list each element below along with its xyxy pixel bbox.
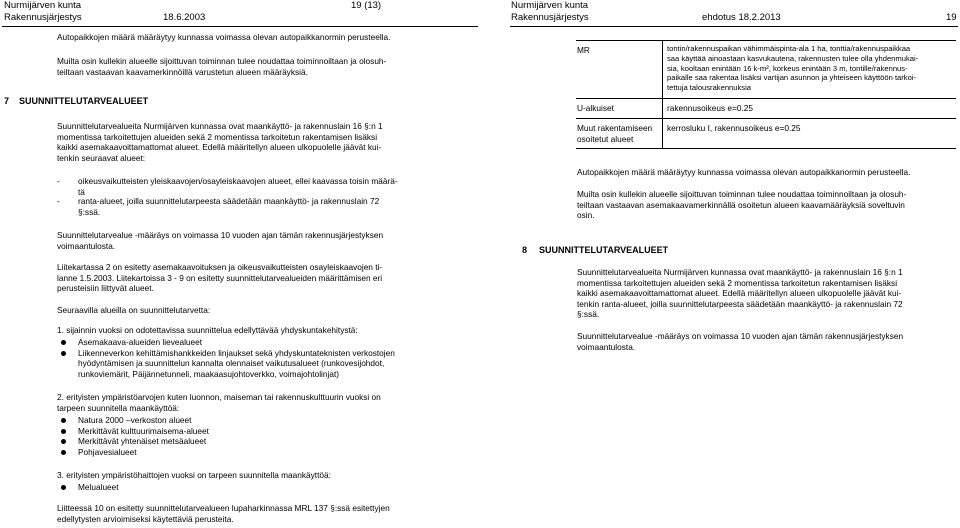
right-paragraph-definition: Suunnittelutarvealueita Nurmijärven kunnassa ovat maankäyttö- ja rakennuslain 16 §:n 1 momentissa tarkoitettujen alueiden sekä 2 momentissa tarkoitetun rakentamisen lisäksi kaikki asemakaavoittamattomat alueet. Edellä määritellyn alueen ulkopuolelle jäävät kui- tenkin ranta-alueet, joilla suunnittelutarpeesta säädetään maankäyttö- ja rakennuslain 72 §:ssä. — [577, 267, 903, 319]
left-paragraph-validity: Suunnittelutarvealue -määräys on voimassa 10 vuoden ajan tämän rakennusjärjestyksen voimaantulosta. — [57, 230, 384, 251]
list-item: Pohjavesialueet — [57, 447, 467, 458]
left-header-rule — [2, 26, 478, 27]
left-section-number: 7 — [4, 96, 10, 106]
left-header-municipality: Nurmijärven kunta — [4, 0, 82, 11]
table-rule — [576, 40, 956, 41]
list-item: Asemakaava-alueiden lievealueet — [57, 337, 467, 348]
right-section-title: SUUNNITTELUTARVEALUEET — [539, 245, 669, 255]
left-header-page: 19 (13) — [351, 0, 382, 11]
right-section-number: 8 — [522, 245, 528, 255]
left-list-heading-2: 2. erityisten ympäristöarvojen kuten luonnon, maiseman tai rakennuskulttuurin vuoksi on tarpeen suunnitella maankäyttöä: — [57, 392, 381, 413]
right-header-municipality: Nurmijärven kunta — [511, 0, 589, 11]
left-dash-item-2 — [57, 196, 457, 218]
left-paragraph-appendix: Liitteessä 10 on esitetty suunnittelutarvealueen lupaharkinnassa MRL 137 §:ssä esitettyjen edellytysten arvioimiseksi käytettäviä perusteita. — [57, 503, 390, 524]
left-bullet-list-3 — [57, 482, 467, 493]
list-item: Natura 2000 –verkoston alueet — [57, 415, 467, 426]
dash-text: ranta-alueet, joilla suunnittelutarpeesta säädetään maankäyttö- ja rakennuslain 72 §:ssä. — [78, 196, 380, 217]
left-list-heading-1: 1. sijainnin vuoksi on odotettavissa suunnittelua edellyttävää yhdyskuntakehitystä: — [57, 325, 358, 335]
left-header-date: 18.6.2003 — [163, 12, 206, 23]
left-dash-item-1 — [57, 176, 457, 198]
right-header-rule — [510, 26, 958, 27]
left-paragraph-intro: Seuraavilla alueilla on suunnittelutarvetta: — [57, 305, 211, 315]
right-header-doc: Rakennusjärjestys — [511, 12, 589, 23]
list-item: Merkittävät yhtenäiset metsäalueet — [57, 436, 467, 447]
table-rule — [576, 148, 956, 149]
table-row-mr-value: tontin/rakennuspaikan vähimmäispinta-ala 1 ha, tonttia/rakennuspaikkaa saa käyttää ainoastaan kasvukautena, rakennusten tulee olla yhdenmukai- sia, kooltaan enintään 16 k-m², korkeus enintään 3 m, tontille/rakennus- paikalle saa rakentaa lisäksi vartijan asunnon ja yhteiseen käyttöön tarkoi- tettuja talousrakennuksia — [667, 44, 919, 93]
right-paragraph-other-areas: Muilta osin kullekin alueelle sijoittuvan toiminnan tulee noudattaa toiminnoiltaan ja olosuh- teiltaan vastaavan asemakaavamerkinnällä osoitetun alueen kaavamääräyksiä soveltuvin osin. — [577, 189, 907, 220]
right-page — [480, 0, 960, 528]
table-row-u-value: rakennusoikeus e=0.25 — [667, 103, 754, 113]
list-item: Melualueet — [57, 482, 467, 493]
table-row-u-label: U-alkuiset — [577, 103, 614, 113]
left-paragraph-parking: Autopaikkojen määrä määräytyy kunnassa voimassa olevan autopaikkanormin perusteella. — [57, 32, 391, 42]
left-bullet-list-1 — [57, 337, 467, 379]
left-paragraph-definition: Suunnittelutarvealueita Nurmijärven kunnassa ovat maankäyttö- ja rakennuslain 16 §:n 1 momentissa tarkoitettujen alueiden sekä 2 momentissa tarkoitetun rakentamisen lisäksi kaikki asemakaavoittamattomat alueet. Edellä määritellyn alueen ulkopuolelle jäävät kui- tenkin seuraavat alueet: — [57, 121, 383, 163]
list-item: Liikenneverkon kehittämishankkeiden linjaukset sekä yhdyskuntateknisten verkostojen hyödyntämisen ja suunnittelun kannalta olennaiset vaikutusalueet (runkovesijohdot, runkoviemärit, Päijännetunneli, maakaasujohtoverkko, voimajohtolinjat) — [57, 348, 467, 380]
left-paragraph-map: Liitekartassa 2 on esitetty asemakaavoituksen ja oikeusvaikutteisten osayleiskaavojen ti- lanne 1.5.2003. Liitekartoissa 3 - 9 on esitetty suunnittelutarvealueiden määrittämisen eri perusteisiin liittyvät alueet. — [57, 262, 383, 293]
left-bullet-list-2 — [57, 415, 467, 457]
table-rule — [576, 98, 956, 99]
table-rule — [576, 118, 956, 119]
right-paragraph-validity: Suunnittelutarvealue -määräys on voimassa 10 vuoden ajan tämän rakennusjärjestyksen voimaantulosta. — [577, 331, 904, 352]
right-paragraph-parking: Autopaikkojen määrä määräytyy kunnassa voimassa olevan autopaikkanormin perusteella. — [577, 167, 911, 177]
left-header-doc: Rakennusjärjestys — [4, 12, 82, 23]
list-item: Merkittävät kulttuurimaisema-alueet — [57, 426, 467, 437]
table-row-other-value: kerrosluku I, rakennusoikeus e=0.25 — [667, 123, 801, 133]
left-section-title: SUUNNITTELUTARVEALUEET — [19, 96, 149, 106]
table-divider — [662, 40, 663, 148]
dash-mark: - — [57, 196, 60, 206]
table-row-other-label: Muut rakentamiseen osoitetut alueet — [577, 123, 653, 144]
dash-text: oikeusvaikutteisten yleiskaavojen/osayleiskaavojen alueet, ellei kaavassa toisin määrä- tä — [78, 176, 398, 197]
table-row-mr-label: MR — [577, 45, 590, 55]
left-list-heading-3: 3. erityisten ympäristöhaittojen vuoksi on tarpeen suunnitella maankäyttöä: — [57, 470, 331, 480]
left-paragraph-other-areas: Muilta osin kullekin alueelle sijoittuvan toiminnan tulee noudattaa toiminnoiltaan ja olosuh- teiltaan vastaavan kaavamerkinnöillä varustetun alueen määräyksiä. — [57, 56, 387, 77]
right-header-page: 19 — [946, 12, 957, 23]
dash-mark: - — [57, 176, 60, 186]
right-header-status: ehdotus 18.2.2013 — [702, 12, 781, 23]
